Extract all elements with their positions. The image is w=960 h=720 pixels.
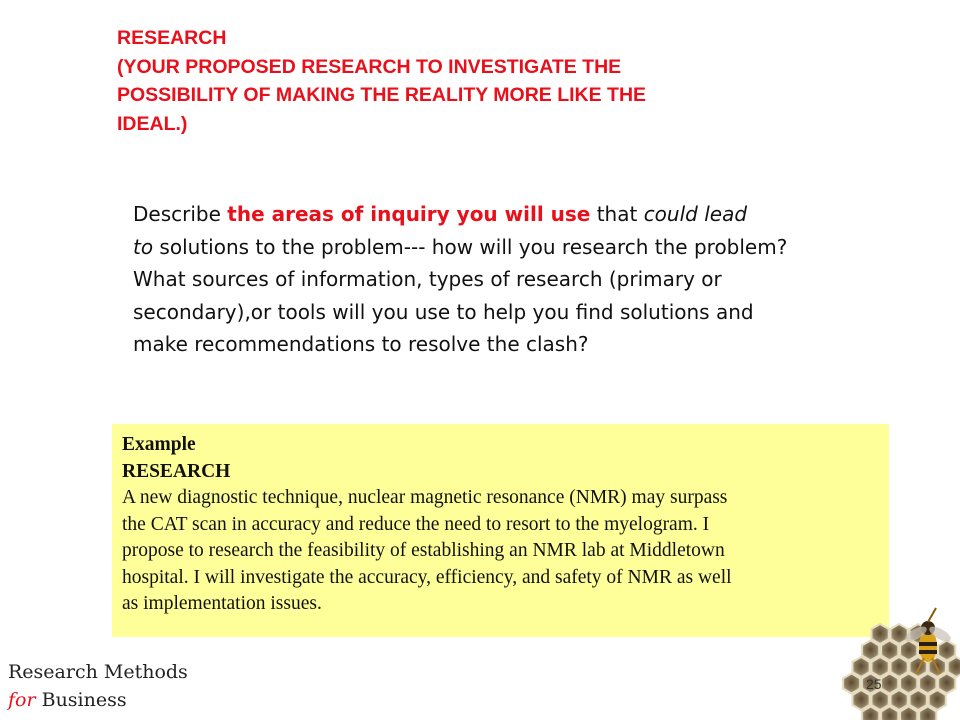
example-line: propose to research the feasibility of establishing an NMR lab at Middletown [122,540,725,561]
text-run: Describe [133,202,228,226]
italic-phrase: to [133,234,154,259]
honeycomb-cell [900,674,917,694]
instruction-line-4: secondary),or tools will you use to help you find solutions and [133,299,754,324]
heading-line-1: RESEARCH [117,27,227,49]
instruction-line-5: make recommendations to resolve the clash? [133,332,589,356]
example-line: as implementation issues. [122,593,322,614]
instruction-line-2 [133,231,873,264]
honeycomb-cell [871,624,888,644]
footer-line-1: Research Methods [8,661,188,683]
footer-for-word: for [8,689,36,711]
example-title: RESEARCH [122,460,231,482]
heading-line-2: (YOUR PROPOSED RESEARCH TO INVESTIGATE THE [117,55,622,78]
instruction-text [133,198,873,361]
honeycomb-cell [938,674,955,694]
text-run: that [590,202,644,226]
honeycomb-cell [891,657,908,677]
honeycomb-cell [871,690,888,710]
honeycomb-cell [881,674,898,694]
footer-line-2 [8,686,188,714]
example-line: A new diagnostic technique, nuclear magnetic resonance (NMR) may surpass [122,487,728,508]
example-box [112,424,889,637]
example-label: Example [122,434,196,455]
honeycomb-cell [900,641,917,661]
honeycomb-cell [938,641,955,661]
footer-business-word: Business [35,689,127,711]
honeycomb-cell [891,690,908,710]
example-line: the CAT scan in accuracy and reduce the need to resort to the myelogram. I [122,513,710,535]
slide-heading [117,24,817,138]
honeycomb-cell [843,674,860,694]
example-line: hospital. I will investigate the accuracy, efficiency, and safety of NMR as well [122,566,732,588]
honeycomb-cell [910,690,927,710]
honeycomb-cell [929,690,946,710]
honeycomb-cell [852,690,869,710]
italic-phrase: could lead [643,202,748,226]
page-number: 25 [866,676,882,692]
footer-branding [8,658,188,714]
honeycomb-cell [852,657,869,677]
honeycomb-cell [871,657,888,677]
honeycomb-cell [891,624,908,644]
instruction-line-1 [133,198,873,231]
text-run: solutions to the problem--- how will you research the problem? [153,234,788,259]
heading-line-4: IDEAL.) [117,112,188,135]
instruction-line-3: What sources of information, types of research (primary or [133,267,722,291]
wasp-nest-image [830,588,960,720]
heading-line-3: POSSIBILITY OF MAKING THE REALITY MORE LIKE THE [117,84,647,106]
highlighted-phrase: the areas of inquiry you will use [227,202,591,226]
honeycomb-cell [862,641,879,661]
honeycomb-cell [919,674,936,694]
honeycomb-cell [881,641,898,661]
